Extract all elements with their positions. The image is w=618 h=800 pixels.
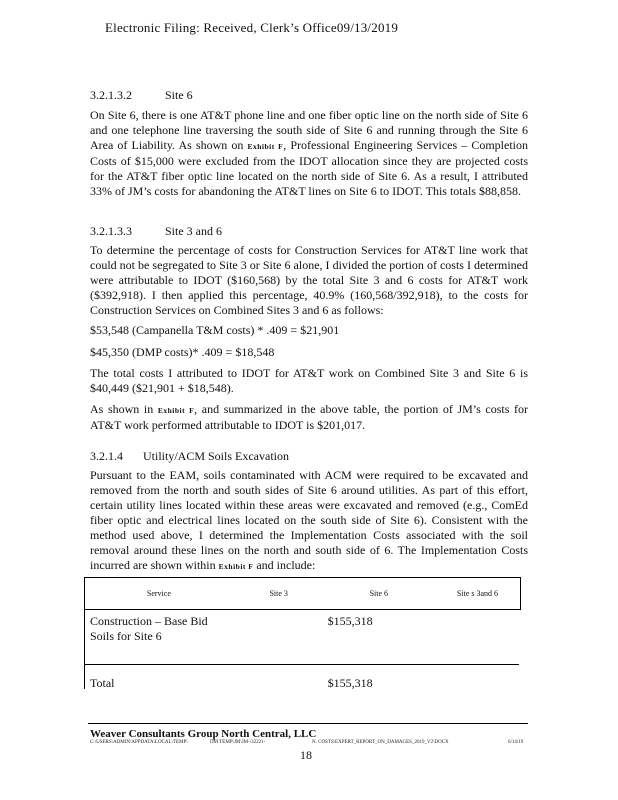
paragraph-site6 bbox=[90, 108, 528, 199]
table-row bbox=[84, 610, 521, 670]
section-heading-site6 bbox=[90, 88, 193, 103]
table-row bbox=[84, 670, 521, 698]
paragraph-site3and6: To determine the percentage of costs for Construction Services for AT&T line work that could not be segregated to Site 3 or Site 6 alone, I divided the portion of costs I determined were attributable to IDOT ($160,568) by the total Site 3 and 6 costs for AT&T work ($392,918). I then applied this percentage, 40.9% (160,568/392,918), to the costs for Construction Services on Combined Sites 3 and 6 as follows: bbox=[90, 243, 528, 317]
table-cell-site3 bbox=[234, 610, 324, 670]
exhibit-reference: Exhibit F bbox=[157, 406, 195, 415]
footer-company: Weaver Consultants Group North Central, LLC bbox=[90, 728, 317, 740]
column-header-site3: Site 3 bbox=[234, 577, 324, 610]
paragraph-text: Pursuant to the EAM, soils contaminated with ACM were required to be excavated and removed from the north and south sides of Site 6 around utilities. As part of this effort, certain utility lines located within these areas were excavated and removed (e.g., ComEd fiber optic and electrical lines located on the south side of Site 6). Consistent with the method used above, I determined the Implementation Costs associated with the soil removal around these lines on the north and south side of 6. The Implementation Costs incurred are shown within bbox=[90, 468, 528, 572]
section-title: Site 6 bbox=[165, 88, 193, 102]
exhibit-reference: Exhibit F bbox=[218, 562, 254, 571]
section-heading-utility bbox=[90, 449, 289, 464]
column-header-site6: Site 6 bbox=[324, 577, 434, 610]
table-cell-service: Construction – Base Bid Soils for Site 6 bbox=[90, 614, 208, 643]
filing-header: Electronic Filing: Received, Clerk’s Office09/13/2019 bbox=[105, 20, 399, 35]
paragraph-text: , Professional Engineering Services – Completion Costs of $15,000 were excluded from the IDOT allocation since they are projected costs for the AT&T fiber optic line located on the north side of Site 6. As a result, I attributed 33% of JM’s costs for abandoning the AT&T lines on Site 6 to IDOT. This totals $88,858. bbox=[90, 138, 529, 198]
column-header-site3and6: Site s 3and 6 bbox=[434, 577, 521, 610]
table-cell-site3and6 bbox=[434, 670, 521, 698]
calculation-dmp: $45,350 (DMP costs)* .409 = $18,548 bbox=[90, 345, 275, 359]
section-title: Site 3 and 6 bbox=[165, 224, 222, 238]
paragraph-text: and include: bbox=[253, 558, 316, 572]
paragraph-total-costs: The total costs I attributed to IDOT for AT&T work on Combined Site 3 and Site 6 is $40,449 ($21,901 + $18,548). bbox=[90, 366, 528, 395]
table-top-border bbox=[84, 577, 521, 578]
paragraph-text: On Site 6, there is one AT&T phone line and one fiber optic line on the north side of Site 6 and one telephone line traversing the south side of Site 6 and running through the Site 6 Area of Liability. As shown on bbox=[90, 108, 528, 152]
paragraph-summary bbox=[90, 402, 528, 433]
page-number: 18 bbox=[300, 748, 312, 762]
implementation-costs-table bbox=[84, 577, 521, 698]
table-header-row bbox=[84, 577, 521, 610]
section-number: 3.2.1.4 bbox=[90, 449, 123, 463]
section-number: 3.2.1.3.2 bbox=[90, 88, 132, 102]
table-cell-site6: $155,318 bbox=[327, 614, 373, 628]
calculation-campanella: $53,548 (Campanella T&M costs) * .409 = $21,901 bbox=[90, 323, 340, 337]
table-right-border bbox=[520, 577, 521, 609]
paragraph-text: As shown in bbox=[90, 402, 154, 416]
section-number: 3.2.1.3.3 bbox=[90, 224, 132, 238]
section-heading-site3and6 bbox=[90, 224, 222, 239]
footer-path-left: C:\USERS\ADMIN\APPDATA\LOCAL\TEMP\ bbox=[90, 740, 188, 745]
paragraph-utility bbox=[90, 468, 528, 574]
section-title: Utility/ACM Soils Excavation bbox=[143, 449, 289, 463]
table-cell-site6: $155,318 bbox=[327, 675, 373, 690]
column-header-service: Service bbox=[84, 577, 234, 610]
table-row-divider bbox=[84, 664, 519, 665]
paragraph-text: , and summarized in the above table, the portion of JM’s costs for AT&T work performed attributable to IDOT is $201,017. bbox=[90, 402, 528, 432]
footer-path-right: N. COSTS\EXPERT_REPORT_ON_DAMAGES_2019_V2\DOCX bbox=[312, 740, 449, 745]
footer-date: 6/14/19 bbox=[508, 740, 524, 745]
table-cell-site3and6 bbox=[434, 610, 521, 670]
table-cell-service: Total bbox=[90, 675, 115, 690]
footer-rule bbox=[88, 723, 528, 724]
exhibit-reference: Exhibit F bbox=[247, 142, 284, 151]
table-left-border bbox=[84, 577, 85, 689]
table-cell-site3 bbox=[234, 670, 324, 698]
footer-path-mid: DM TEMP\JM\JM-\32221- bbox=[210, 740, 266, 745]
